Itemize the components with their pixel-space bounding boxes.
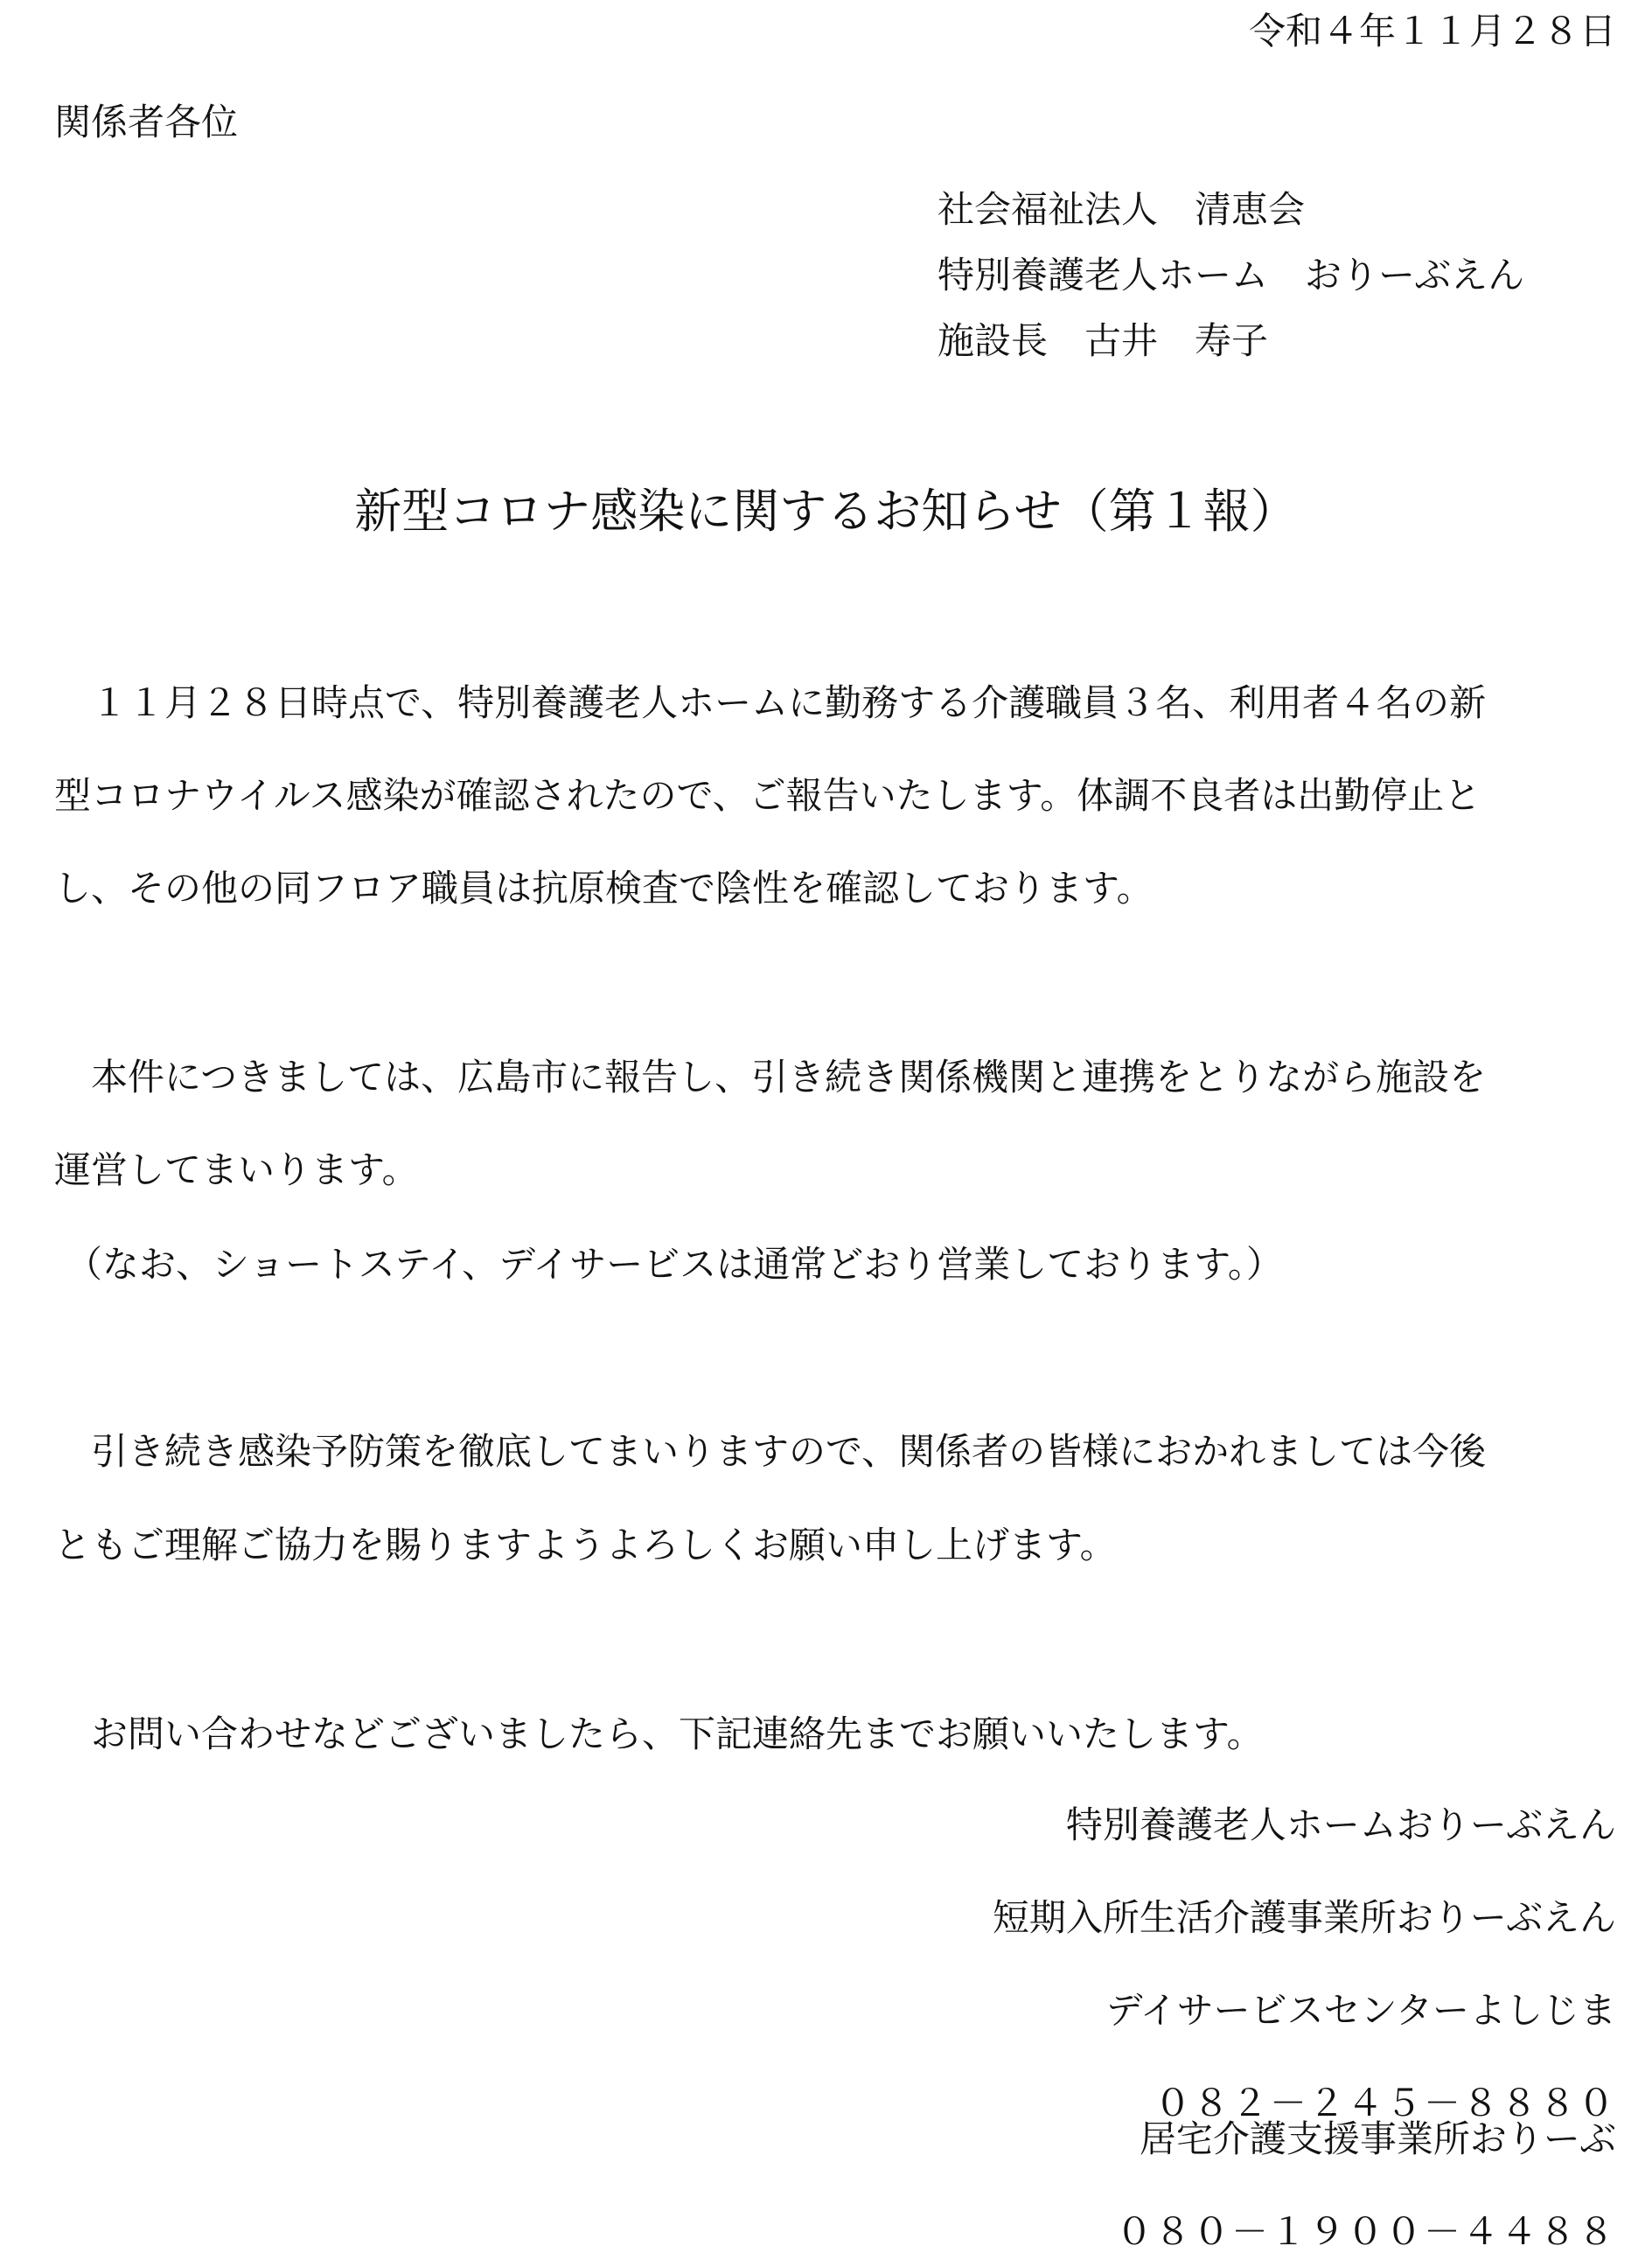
document-date: 令和４年１１月２８日 — [1248, 10, 1616, 52]
contact-facility-4: 居宅介護支援事業所おりーぶ — [1139, 2117, 1616, 2160]
contact-facility-2: 短期入所生活介護事業所おりーぶえん — [992, 1896, 1616, 1939]
paragraph-3-line-2: ともご理解ご協力を賜りますようよろしくお願い申し上げます。 — [54, 1524, 1117, 1566]
sender-name: 施設長 古井 寿子 — [938, 319, 1269, 362]
paragraph-1-line-3: し、その他の同フロア職員は抗原検査で陰性を確認しております。 — [54, 867, 1154, 910]
paragraph-2-line-1: 本件につきましては、広島市に報告し、引き続き関係機関と連携をとりながら施設を — [54, 1056, 1487, 1099]
paragraph-2-note: （なお、ショートステイ、デイサービスは通常どおり営業しております。） — [66, 1243, 1283, 1286]
paragraph-4: お問い合わせなどございましたら、下記連絡先までお願いいたします。 — [54, 1712, 1264, 1755]
paragraph-2-line-2: 運営してまいります。 — [54, 1148, 419, 1191]
contact-phone-2: ０８０－１９００－４４８８ — [1115, 2210, 1616, 2253]
sender-organization: 社会福祉法人 清恵会 — [938, 188, 1306, 231]
contact-phone-1: ０８２－２４５－８８８０ — [1154, 2082, 1616, 2124]
paragraph-3-line-1: 引き続き感染予防策を徹底してまいりますので、関係者の皆様におかれましては今後 — [54, 1430, 1487, 1473]
contact-facility-3: デイサービスセンターよしじま — [1105, 1989, 1616, 2032]
notice-title: 新型コロナ感染に関するお知らせ（第１報） — [354, 484, 1298, 539]
paragraph-1-line-2: 型コロナウイルス感染が確認されたので、ご報告いたします。体調不良者は出勤停止と — [54, 774, 1481, 817]
contact-facility-1: 特別養護老人ホームおりーぶえん — [1065, 1803, 1616, 1846]
sender-facility: 特別養護老人ホーム おりーぶえん — [938, 254, 1525, 296]
paragraph-1-line-1: １１月２８日時点で、特別養護老人ホームに勤務する介護職員３名、利用者４名の新 — [54, 681, 1487, 724]
recipient-line: 関係者各位 — [54, 101, 239, 143]
